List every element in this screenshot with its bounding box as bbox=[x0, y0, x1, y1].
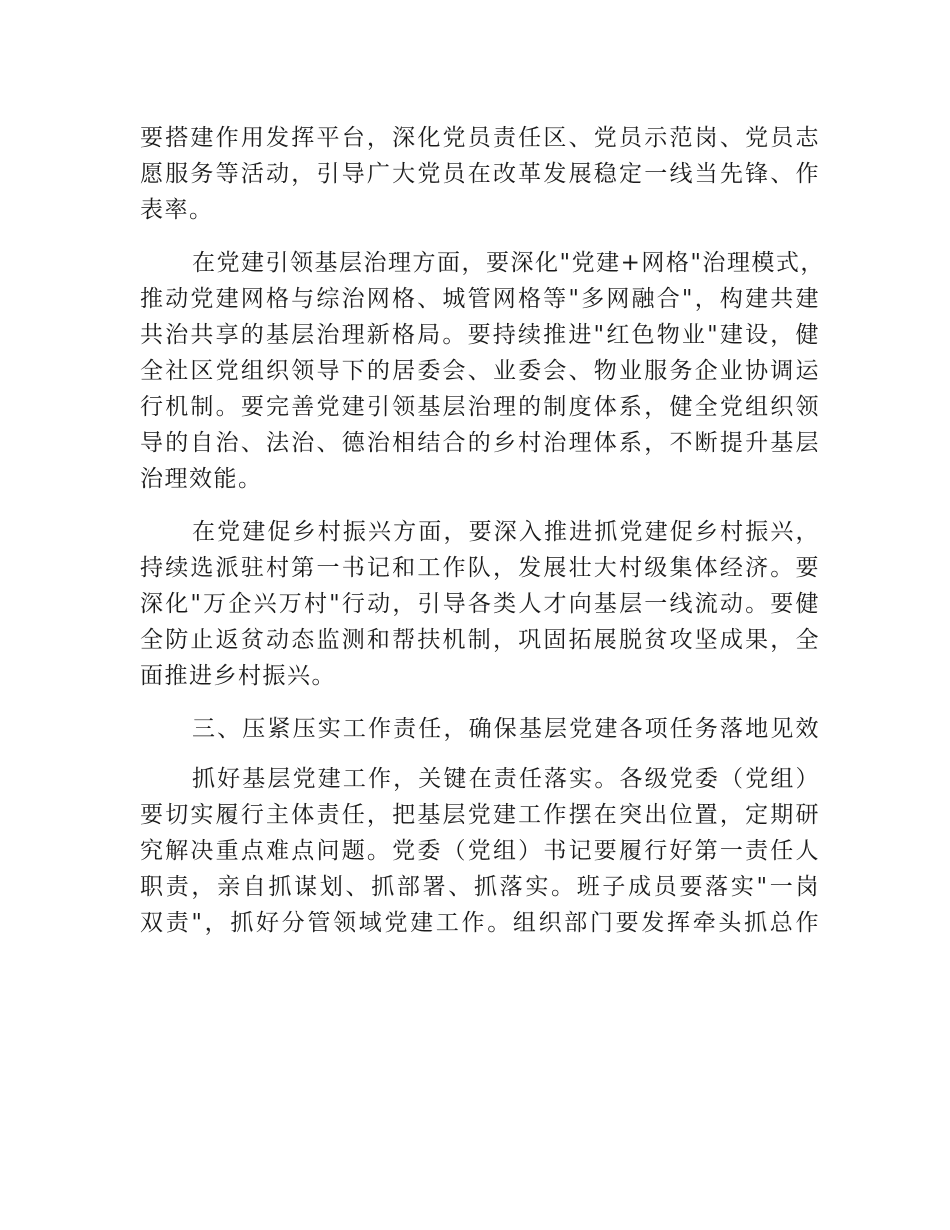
paragraph-2 bbox=[140, 245, 825, 497]
text-line: 职责，亲自抓谋划、抓部署、抓落实。班子成员要落实"一岗 bbox=[140, 874, 820, 900]
text-line: 在党建引领基层治理方面，要深化"党建+网格"治理模式， bbox=[192, 250, 825, 276]
paragraph-1 bbox=[140, 120, 820, 228]
text-line: 愿服务等活动，引导广大党员在改革发展稳定一线当先锋、作 bbox=[140, 161, 820, 187]
text-line: 双责"，抓好分管领域党建工作。组织部门要发挥牵头抓总作 bbox=[140, 910, 820, 936]
text-line: 治理效能。 bbox=[140, 466, 263, 492]
text-line: 在党建促乡村振兴方面，要深入推进抓党建促乡村振兴， bbox=[192, 519, 820, 545]
text-line: 要搭建作用发挥平台，深化党员责任区、党员示范岗、党员志 bbox=[140, 125, 820, 151]
text-line: 究解决重点难点问题。党委（党组）书记要履行好第一责任人 bbox=[140, 838, 820, 864]
text-line: 要切实履行主体责任，把基层党建工作摆在突出位置，定期研 bbox=[140, 802, 820, 828]
text-line: 推动党建网格与综治网格、城管网格等"多网融合"，构建共建 bbox=[140, 286, 820, 312]
document-body bbox=[140, 120, 825, 958]
text-line: 深化"万企兴万村"行动，引导各类人才向基层一线流动。要健 bbox=[140, 591, 820, 617]
text-line: 全防止返贫动态监测和帮扶机制，巩固拓展脱贫攻坚成果，全 bbox=[140, 627, 820, 653]
heading-line: 三、压紧压实工作责任，确保基层党建各项任务落地见效 bbox=[192, 716, 820, 742]
paragraph-3 bbox=[140, 514, 820, 694]
text-line: 导的自治、法治、德治相结合的乡村治理体系，不断提升基层 bbox=[140, 430, 820, 456]
paragraph-4 bbox=[140, 761, 820, 941]
section-heading bbox=[140, 711, 820, 747]
text-line: 共治共享的基层治理新格局。要持续推进"红色物业"建设，健 bbox=[140, 322, 820, 348]
text-line: 全社区党组织领导下的居委会、业委会、物业服务企业协调运 bbox=[140, 358, 820, 384]
text-line: 面推进乡村振兴。 bbox=[140, 663, 336, 689]
text-line: 持续选派驻村第一书记和工作队，发展壮大村级集体经济。要 bbox=[140, 555, 820, 581]
text-line: 表率。 bbox=[140, 197, 214, 223]
text-line: 抓好基层党建工作，关键在责任落实。各级党委（党组） bbox=[192, 766, 820, 792]
text-line: 行机制。要完善党建引领基层治理的制度体系，健全党组织领 bbox=[140, 394, 820, 420]
